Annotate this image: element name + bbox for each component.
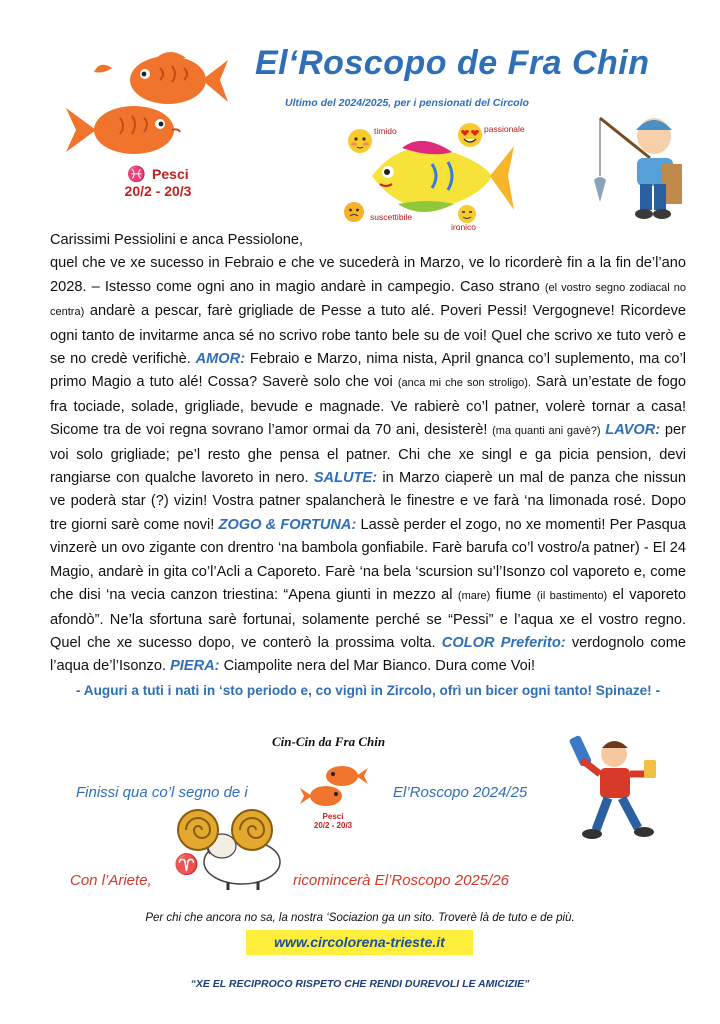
- horoscope-paragraph: quel che ve xe sucesso in Febraio e che ve sucederà in Marzo, ve lo ricorderè fin a la fin de’l’ano 2028. – Istesso come ogni ano in magio andarè in campegio. Caso strano (el vostro segno zodiacal no centra) andarè a pescar, farè grigliade de Pesse a tuto alé. Poveri Pessi! Vergogneve! Ricordeve ogni tanto de invitarme anca sé no scrivo robe tanto bele su de voi! Quel che scrivo xe tuto verò e se no credè verifichè. AMOR: Febraio e Marzo, nima nista, April gnanca co’l suplemento, ma co’l primo Magio a tuto alé! Cossa? Saverè solo che voi (anca mi che son stroligo). Sarà un’estate de fogo fra tociade, solade, grigliade, bevude e magnade. Ve rabierè co’l patner, volerè tornar a casa! Sicome tra de voi regna sovrano l’amor ormai da 70 ani, desisterè! (ma quanti ani gavè?) LAVOR: per voi solo grigliade; pe’l resto ghe pensa el patner. Chi che xe singl e ga picia pension, devi rangiarse con qualche lavoreto in nero. SALUTE: in Marzo ciaperè un mal de panza che nissun ve poderà star (?) vizin! Vostra patner spalancherà le finestre e ve farà ‘na limonada rosé. Dopo tre giorni sarè come novi! ZOGO & FORTUNA: Lassè perder el zogo, no xe momenti! Per Pasqua vinzerè un ovo zigante con drentro ‘na bambola gonfiabile. Farè barufa co’l vostro/a patner) - El 24 Magio, andarè in gita co’l’Acli a Caporeto. Farè ‘na bela ‘scursion su’l’Isonzo col vaporeto e, come che disi ‘na vecia canzon triestina: “Apena giunti in mezzo al (mare) fiume (il bastimento) el vaporeto afondò”. Ne’la sfortuna sarè fortunai, solamente perché se “Pessi” e l’aqua xe el vostro regno. Quel che xe sucesso dopo, ve conterò la prossima volta. COLOR Preferito: verdognolo come l’aqua de’l’Isonzo. PIERA: Ciampolite nera del Mar Bianco. Dura come Voi!: [50, 255, 687, 675]
- sign-off: Cin-Cin da Fra Chin: [272, 734, 386, 749]
- website-info-text: Per chi che ancora no sa, la nostra ‘Sociazion ga un sito. Troverè là de tuto e de più.: [145, 912, 575, 924]
- lavor-label: LAVOR:: [605, 422, 661, 439]
- emotion-label-passionale: passionale: [484, 124, 525, 134]
- piera-label: PIERA:: [170, 658, 220, 675]
- page-title: El‘Roscopo de Fra Chin: [255, 44, 650, 82]
- motto: “XE EL RECIPROCO RISPETO CHE RENDI DUREVOLI LE AMICIZIE”: [190, 978, 530, 990]
- amor-label: AMOR:: [195, 351, 246, 368]
- fish-lower: [66, 106, 180, 154]
- salute-label: SALUTE:: [313, 470, 378, 487]
- caption-ariete: Con l’Ariete,: [70, 872, 152, 889]
- pisces-small-fish-icon: [296, 762, 370, 810]
- greeting: Carissimi Pessiolini e anca Pessiolone,: [50, 232, 304, 248]
- pisces-fish-illustration: [60, 46, 230, 164]
- aries-symbol-icon: ♈: [174, 854, 199, 876]
- emotion-label-timido: timido: [374, 126, 397, 136]
- small-sign-label: Pesci 20/2 - 20/3: [313, 812, 353, 830]
- pisces-symbol-icon: ♓: [127, 166, 147, 183]
- heart-eyes-emoji-icon: [457, 122, 483, 148]
- ironic-emoji-icon: [457, 204, 477, 224]
- shy-emoji-icon: [347, 128, 373, 154]
- closing-wishes: - Auguri a tuti i nati in ‘sto periodo e, co vignì in Zircolo, ofrì un bicer ogni tanto! Spinaze! -: [75, 682, 661, 698]
- website-link[interactable]: www.circolorena-trieste.it: [246, 930, 473, 955]
- zogo-fortuna-label: ZOGO & FORTUNA:: [218, 516, 357, 533]
- sign-dates: 20/2 - 20/3: [124, 183, 192, 199]
- fish-upper: [94, 52, 228, 104]
- sensitive-emoji-icon: [343, 201, 365, 223]
- emotion-label-suscettibile: suscettibile: [370, 212, 413, 222]
- zodiac-sign-block: [88, 166, 228, 200]
- aries-ram-illustration: [170, 804, 298, 892]
- cheers-man-illustration: [566, 730, 670, 842]
- caption-finissi: Finissi qua co’l segno de i: [76, 784, 248, 801]
- page-subtitle: Ultimo del 2024/2025, per i pensionati del Circolo: [285, 97, 529, 109]
- fishing-boy-illustration: [590, 108, 690, 228]
- horoscope-body-text: [50, 229, 686, 702]
- caption-ricomincera: ricomincerà El’Roscopo 2025/26: [293, 872, 509, 889]
- caption-roscopo-2024: El’Roscopo 2024/25: [393, 784, 528, 801]
- emotion-label-ironico: ironico: [451, 222, 477, 232]
- color-label: COLOR Preferito:: [441, 634, 566, 651]
- sign-name: Pesci: [152, 166, 189, 182]
